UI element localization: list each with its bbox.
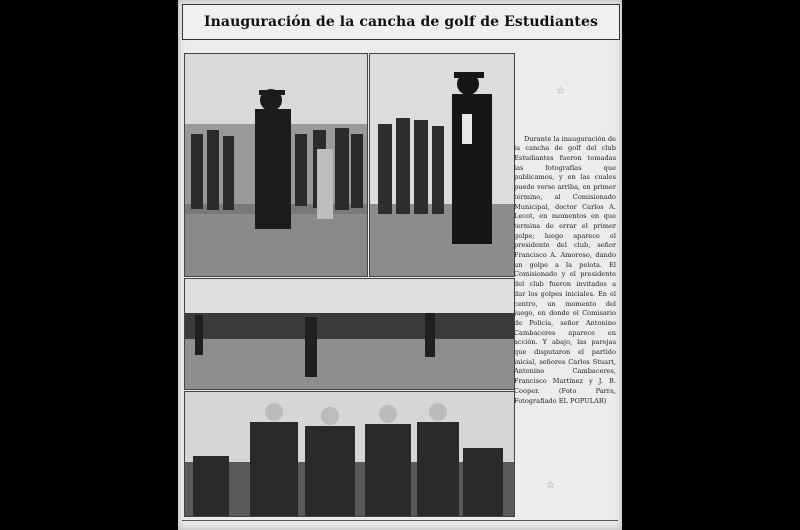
star-ornament-top: ☆	[556, 86, 565, 97]
star-ornament-bottom: ☆	[546, 480, 555, 491]
photo-opening-players	[184, 391, 515, 517]
photo-commissioner-swing	[184, 53, 368, 277]
headline: Inauguración de la cancha de golf de Estudiantes	[204, 14, 598, 30]
photo-match-in-progress	[184, 278, 515, 390]
headline-box	[182, 4, 620, 40]
bottom-rule	[182, 520, 618, 521]
newspaper-clipping	[178, 0, 622, 530]
photo-president-swing	[369, 53, 515, 277]
photo-caption: Durante la inauguración de la cancha de golf del club Estudiantes fueron tomadas las fotografías que publicamos, y en las cuales puede verse arriba, en primer término, al Comisionado Municipal, doctor Carlos A. Lecot, en momentos en que termina de errar el primer golpe; luego aparece el presidente del club, señor Francisco A. Amoroso, dando un golpe a la pelota. El Comisionado y el presidente del club fueron invitados a dar los golpes iniciales. En el centro, un momento del juego, en donde el Comisario de Policía, señor Antonino Cambaceres aparece en acción. Y abajo, las parejas que disputaron el partido inicial, señores Carlos Stuart, Antonino Cambaceres, Francisco Martínez y J. B. Cooper. (Foto Parra, Fotografiado EL POPULAR)	[514, 134, 616, 405]
